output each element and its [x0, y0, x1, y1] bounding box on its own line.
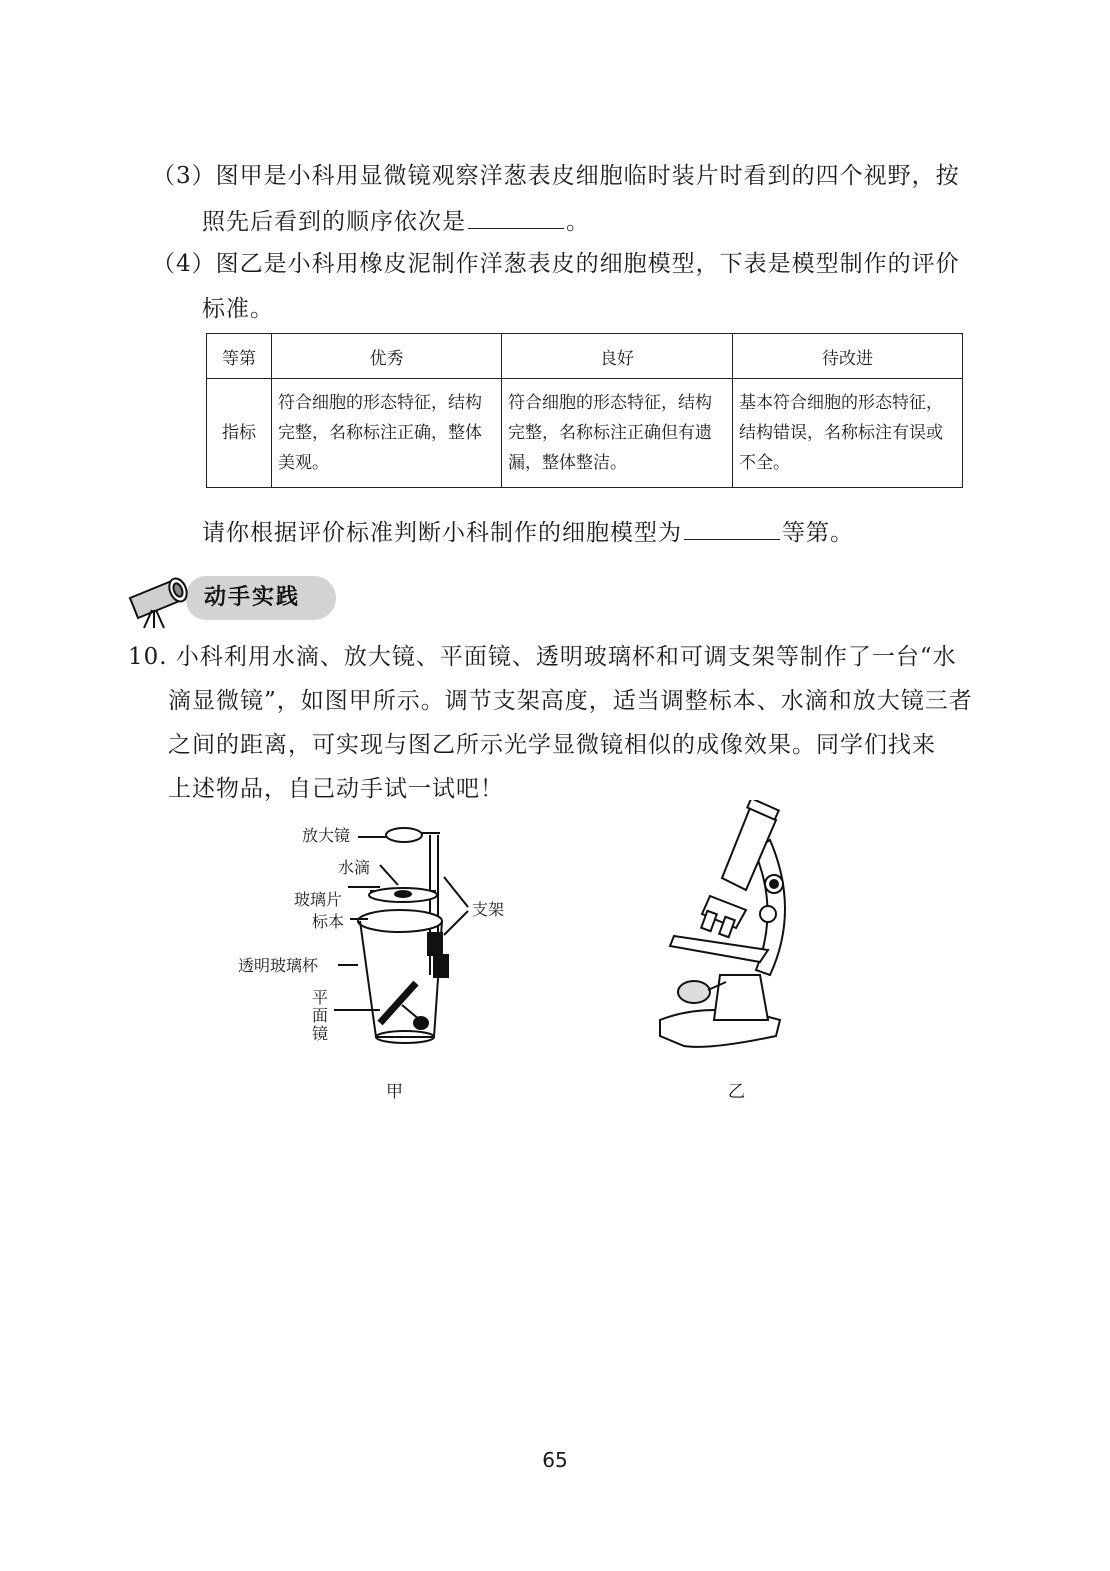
- light-microscope-drawing: [650, 800, 800, 1060]
- figure-b: [650, 800, 800, 1060]
- q3-number: （3）: [152, 163, 216, 189]
- q4-prompt-text: 请你根据评价标准判断小科制作的细胞模型为: [202, 520, 682, 546]
- figure-b-caption: 乙: [728, 1082, 745, 1102]
- label-water-drop: 水滴: [338, 858, 371, 877]
- label-stand: 支架: [472, 900, 505, 919]
- q10-number: 10.: [128, 644, 168, 670]
- label-mirror-2: 面: [312, 1006, 329, 1025]
- water-drop-microscope-drawing: [230, 815, 520, 1055]
- q4-line-2: [202, 286, 274, 332]
- table-row-label: 指标: [207, 379, 272, 488]
- table-cell: 符合细胞的形态特征，结构完整，名称标注正确但有遗漏，整体整洁。: [502, 379, 733, 488]
- label-mirror-3: 镜: [312, 1024, 329, 1043]
- page-number: 65: [542, 1448, 568, 1472]
- section-title: 动手实践: [204, 585, 301, 610]
- label-cup: 透明玻璃杯: [238, 956, 319, 975]
- table-header-row: [207, 334, 963, 379]
- label-mirror-1: 平: [312, 988, 329, 1007]
- q3-line-2: [202, 199, 590, 245]
- table-cell: 符合细胞的形态特征，结构完整，名称标注正确，整体美观。: [272, 379, 502, 488]
- q3-answer-blank[interactable]: [468, 204, 564, 229]
- table-header-cell: 待改进: [733, 334, 963, 379]
- label-specimen: 标本: [312, 912, 345, 931]
- table-row: [207, 379, 963, 488]
- q10-text-3: 之间的距离，可实现与图乙所示光学显微镜相似的成像效果。同学们找来: [168, 732, 936, 758]
- table-header-cell: 良好: [502, 334, 733, 379]
- q4-prompt: [202, 510, 854, 556]
- q10-line-4: [168, 766, 504, 812]
- q10-line-3: [168, 722, 936, 768]
- table-cell: 基本符合细胞的形态特征，结构错误，名称标注有误或不全。: [733, 379, 963, 488]
- evaluation-table: [206, 333, 963, 488]
- q3-text-1: 图甲是小科用显微镜观察洋葱表皮细胞临时装片时看到的四个视野，按: [215, 163, 960, 189]
- q3-text-2: 照先后看到的顺序依次是: [202, 209, 466, 235]
- q4-answer-blank[interactable]: [684, 515, 780, 540]
- q4-prompt-end: 等第。: [782, 520, 854, 546]
- q10-text-2: 滴显微镜”，如图甲所示。调节支架高度，适当调整标本、水滴和放大镜三者: [168, 688, 973, 714]
- telescope-icon: [126, 568, 200, 630]
- q10-line-1: [128, 634, 957, 680]
- label-glass-slide: 玻璃片: [294, 890, 343, 909]
- q4-line-1: [152, 241, 960, 287]
- table-header-cell: 等第: [207, 334, 272, 379]
- q10-text-4: 上述物品，自己动手试一试吧！: [168, 776, 504, 802]
- q3-line-1: [152, 153, 960, 199]
- table-header-cell: 优秀: [272, 334, 502, 379]
- label-magnifier: 放大镜: [302, 826, 351, 845]
- figure-a-caption: 甲: [386, 1082, 403, 1102]
- q3-text-2-end: 。: [566, 209, 590, 235]
- q4-text-2: 标准。: [202, 296, 274, 322]
- figure-a: [230, 815, 520, 1055]
- q10-line-2: [168, 678, 973, 724]
- q4-text-1: 图乙是小科用橡皮泥制作洋葱表皮的细胞模型，下表是模型制作的评价: [215, 251, 960, 277]
- q10-text-1: 小科利用水滴、放大镜、平面镜、透明玻璃杯和可调支架等制作了一台“水: [175, 644, 957, 670]
- section-header: [126, 568, 336, 630]
- q4-number: （4）: [152, 251, 216, 277]
